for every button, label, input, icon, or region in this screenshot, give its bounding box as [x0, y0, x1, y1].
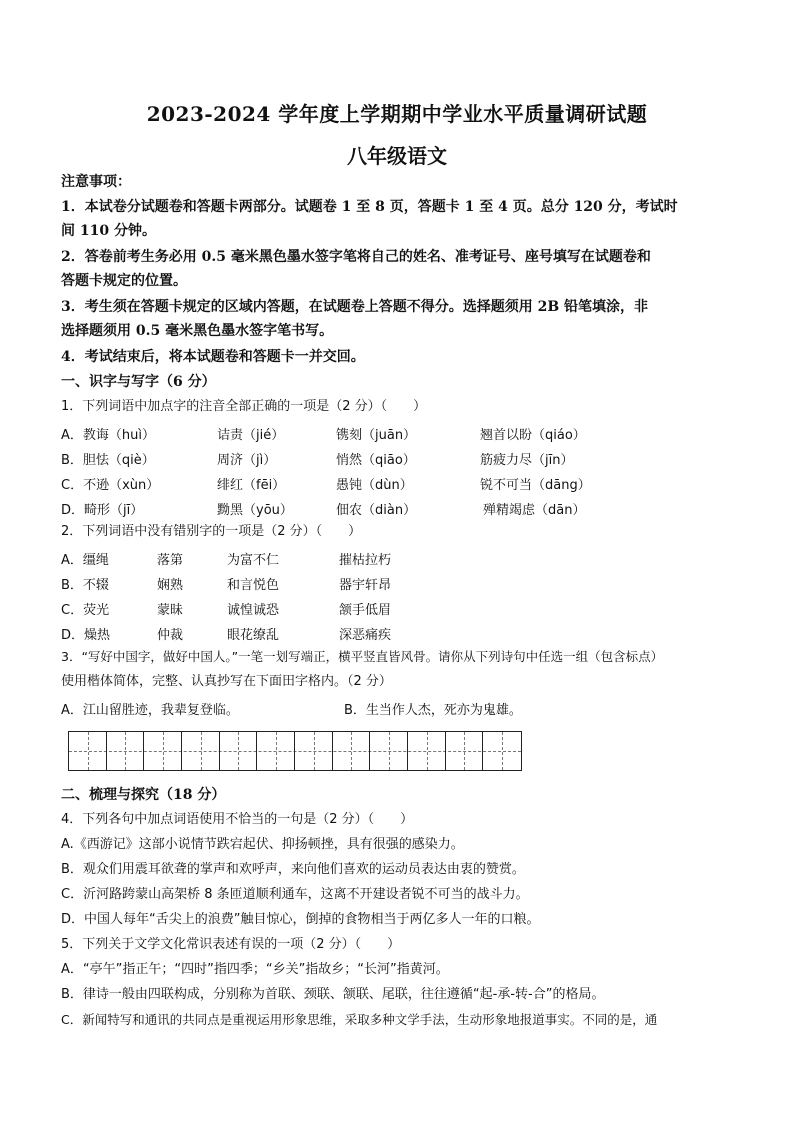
q1-option: 周济（jì） [217, 453, 277, 468]
q2-option: 诚惶诚恐 [227, 603, 280, 618]
q3-option-a: A．江山留胜迹，我辈复登临。 [61, 703, 239, 718]
grid-cell[interactable] [446, 732, 484, 770]
grid-cell[interactable] [408, 732, 446, 770]
grid-cell[interactable] [220, 732, 258, 770]
notes-heading: 注意事项： [61, 174, 131, 190]
q2-option: D．燥热 [61, 628, 111, 643]
q2-option: 摧枯拉朽 [339, 553, 392, 568]
q1-option: 锐不可当（dāng） [480, 478, 591, 493]
q1-option: C．不逊（xùn） [61, 478, 160, 493]
q2-option: 落第 [157, 553, 184, 568]
note-1-line-2: 间 110 分钟。 [61, 223, 156, 239]
q2-option: 深恶痛疾 [339, 628, 392, 643]
grid-cell-midline [276, 732, 277, 770]
q5-option-c: C．新闻特写和通讯的共同点是重视运用形象思维，采取多种文学手法，生动形象地报道事实。不同的是，通 [61, 1012, 658, 1027]
grid-cell[interactable] [370, 732, 408, 770]
q1-option: 悄然（qiāo） [336, 453, 416, 468]
grid-cell[interactable] [182, 732, 220, 770]
question-3-stem-line-1: 3．“写好中国字，做好中国人。”一笔一划写端正，横平竖直皆风骨。请你从下列诗句中任选一组（包含标点） [61, 649, 664, 664]
exam-title: 2023-2024 学年度上学期期中学业水平质量调研试题 [146, 102, 648, 126]
grid-cell[interactable] [69, 732, 107, 770]
q2-option: 蒙昧 [157, 603, 184, 618]
q1-option: 镌刻（juān） [336, 428, 417, 443]
q4-option-b: B．观众们用震耳欲聋的掌声和欢呼声，来向他们喜欢的运动员表达由衷的赞赏。 [61, 862, 525, 877]
section-2-heading: 二、梳理与探究（18 分） [61, 787, 226, 803]
q2-option: 眼花缭乱 [227, 628, 280, 643]
q1-option: 佃农（diàn） [336, 503, 417, 518]
grid-cell-midline [125, 732, 126, 770]
grid-cell[interactable] [144, 732, 182, 770]
q2-option: 仲裁 [157, 628, 184, 643]
grid-cell-midline [201, 732, 202, 770]
q1-option: 愚钝（dùn） [336, 478, 413, 493]
q1-option: B．胆怯（qiè） [61, 453, 155, 468]
q2-option: 器宇轩昂 [339, 578, 392, 593]
grid-cell-midline [389, 732, 390, 770]
q2-option: C．荧光 [61, 603, 110, 618]
q1-option: 翘首以盼（qiáo） [480, 428, 586, 443]
q1-option: D．畸形（jī） [61, 503, 144, 518]
q2-option: 为富不仁 [227, 553, 280, 568]
grid-cell-midline [464, 732, 465, 770]
grid-cell-midline [163, 732, 164, 770]
q2-option: 颔手低眉 [339, 603, 392, 618]
grid-cell[interactable] [257, 732, 295, 770]
grid-cell[interactable] [483, 732, 521, 770]
grid-cell-midline [238, 732, 239, 770]
note-3-line-1: 3．考生须在答题卡规定的区域内答题，在试题卷上答题不得分。选择题须用 2B 铅笔填涂，非 [61, 299, 649, 315]
grid-cell[interactable] [295, 732, 333, 770]
note-2-line-2: 答题卡规定的位置。 [61, 273, 187, 289]
grid-cell-midline [502, 732, 503, 770]
grid-cell[interactable] [107, 732, 145, 770]
note-3-line-2: 选择题须用 0.5 毫米黑色墨水签字笔书写。 [61, 323, 334, 339]
note-2-line-1: 2．答卷前考生务必用 0.5 毫米黑色墨水签字笔将自己的姓名、准考证号、座号填写在试题卷和 [61, 249, 651, 265]
grid-cell-midline [427, 732, 428, 770]
q5-option-b: B．律诗一般由四联构成，分别称为首联、颈联、颔联、尾联，往往遵循“起-承-转-合”的格局。 [61, 987, 605, 1002]
q1-option: 绯红（fēi） [217, 478, 286, 493]
question-5-stem: 5．下列关于文学文化常识表述有误的一项（2 分）（ ） [61, 937, 401, 952]
section-1-heading: 一、识字与写字（6 分） [61, 374, 216, 390]
q2-option: B．不辍 [61, 578, 109, 593]
q1-option: 殚精竭虑（dān） [483, 503, 586, 518]
q2-option: 和言悦色 [227, 578, 280, 593]
question-1-stem: 1．下列词语中加点字的注音全部正确的一项是（2 分）（ ） [61, 399, 427, 414]
question-2-stem: 2．下列词语中没有错别字的一项是（2 分）（ ） [61, 524, 362, 539]
q4-option-d: D．中国人每年“舌尖上的浪费”触目惊心，倒掉的食物相当于两亿多人一年的口粮。 [61, 912, 540, 927]
q1-option: 诘责（jié） [217, 428, 285, 443]
grid-cell-midline [88, 732, 89, 770]
note-4: 4．考试结束后，将本试题卷和答题卡一并交回。 [61, 349, 365, 365]
q5-option-a: A．“亭午”指正午；“四时”指四季；“乡关”指故乡；“长河”指黄河。 [61, 962, 449, 977]
exam-subject: 八年级语文 [347, 144, 447, 168]
q1-option: 黝黑（yōu） [217, 503, 293, 518]
grid-cell-midline [351, 732, 352, 770]
tianzige-writing-grid[interactable] [68, 731, 522, 771]
question-4-stem: 4．下列各句中加点词语使用不恰当的一句是（2 分）（ ） [61, 812, 414, 827]
note-1-line-1: 1．本试卷分试题卷和答题卡两部分。试题卷 1 至 8 页，答题卡 1 至 4 页。总分 120 分，考试时 [61, 199, 678, 215]
grid-cell[interactable] [333, 732, 371, 770]
q1-option: A．教诲（huì） [61, 428, 155, 443]
question-3-stem-line-2: 使用楷体简体，完整、认真抄写在下面田字格内。（2 分） [61, 674, 392, 689]
q4-option-c: C．沂河路跨蒙山高架桥 8 条匝道顺利通车，这离不开建设者锐不可当的战斗力。 [61, 887, 529, 902]
q2-option: A．缰绳 [61, 553, 109, 568]
q1-option: 筋疲力尽（jīn） [480, 453, 574, 468]
q2-option: 娴熟 [157, 578, 184, 593]
q4-option-a: A.《西游记》这部小说情节跌宕起伏、抑扬顿挫，具有很强的感染力。 [61, 837, 464, 852]
q3-option-b: B．生当作人杰，死亦为鬼雄。 [344, 703, 522, 718]
grid-cell-midline [314, 732, 315, 770]
